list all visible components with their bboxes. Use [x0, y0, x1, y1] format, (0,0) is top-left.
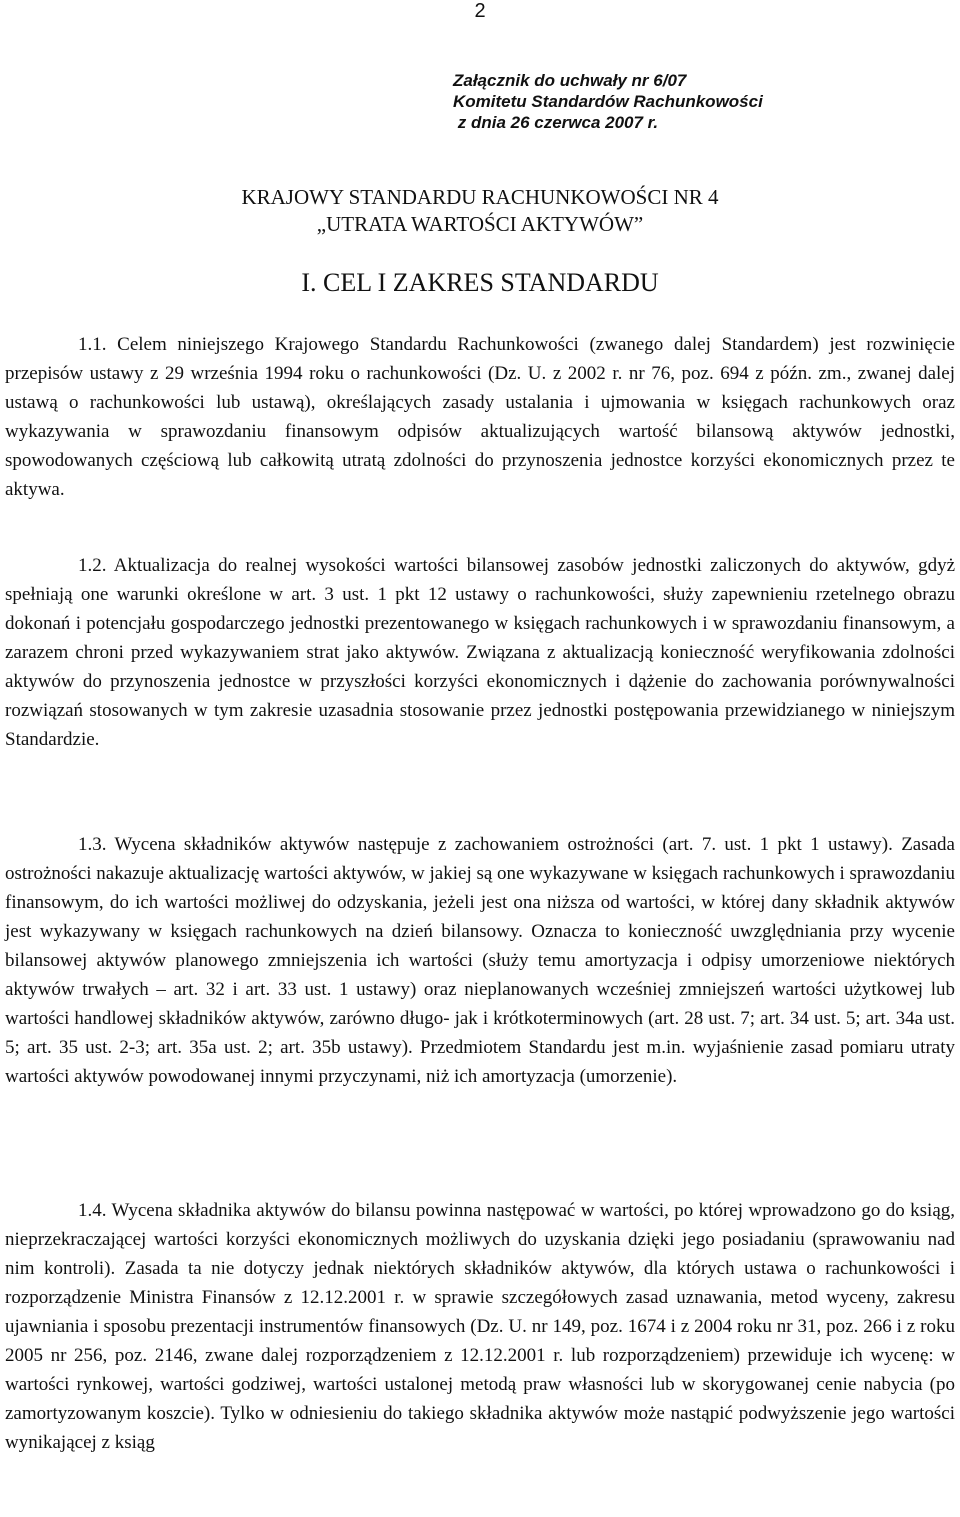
page-number: 2 [474, 0, 486, 22]
section-heading: I. CEL I ZAKRES STANDARDU [301, 268, 659, 297]
attachment-line-3: z dnia 26 czerwca 2007 r. [453, 113, 659, 132]
paragraph-1-2: 1.2. Aktualizacja do realnej wysokości wartości bilansowej zasobów jednostki zaliczonych do aktywów, gdyż spełniają one warunki określone w art. 3 ust. 1 pkt 12 ustawy o rachunkowości, służy zapewnieniu rzetelnego obrazu dokonań i potencjału gospodarczego jednostki prezentowanego w księgach rachunkowych i w sprawozdaniu finansowym, a zarazem chroni przed wykazywaniem strat jako aktywów. Związana z aktualizacją konieczność weryfikowania zdolności aktywów do przynoszenia jednostce w przyszłości korzyści ekonomicznych i dążenie do zachowania porównywalności rozwiązań stosowanych w tym zakresie uzasadnia stosowanie przez jednostki postępowania przewidzianego w niniejszym Standardzie. [5, 555, 955, 750]
paragraph-1-3: 1.3. Wycena składników aktywów następuje z zachowaniem ostrożności (art. 7. ust. 1 pkt 1 ustawy). Zasada ostrożności nakazuje aktualizację wartości aktywów, w jakiej są one wykazywane w księgach rachunkowych i sprawozdaniu finansowym, do ich wartości możliwej do odzyskania, jeżeli jest ona niższa od wartości, w której dany składnik aktywów jest wykazywany w księgach rachunkowych na dzień bilansowy. Oznacza to konieczność uwzględniania przy wycenie bilansowej aktywów planowego zmniejszenia ich wartości (służy temu amortyzacja i odpisy umorzeniowe niektórych aktywów trwałych – art. 32 i art. 33 ust. 1 ustawy) oraz nieplanowanych wcześniej zmniejszeń wartości użytkowej lub wartości handlowej składników aktywów, zarówno długo- jak i krótkoterminowych (art. 28 ust. 7; art. 34 ust. 5; art. 34a ust. 5; art. 35 ust. 2-3; art. 35a ust. 2; art. 35b ustawy). Przedmiotem Standardu jest m.in. wyjaśnienie zasad pomiaru utraty wartości aktywów powodowanej innymi przyczynami, niż ich amortyzacja (umorzenie). [5, 834, 955, 1087]
standard-title: KRAJOWY STANDARDU RACHUNKOWOŚCI NR 4 [241, 185, 719, 209]
attachment-line-1: Załącznik do uchwały nr 6/07 [453, 71, 687, 90]
attachment-header [453, 70, 763, 133]
paragraph-1-1: 1.1. Celem niniejszego Krajowego Standardu Rachunkowości (zwanego dalej Standardem) jest rozwinięcie przepisów ustawy z 29 września 1994 roku o rachunkowości (Dz. U. z 2002 r. nr 76, poz. 694 z późn. zm., zwanej dalej ustawą o rachunkowości lub ustawą), określających zasady ustalania i ujmowania w księgach rachunkowych oraz wykazywania w sprawozdaniu finansowym odpisów aktualizujących wartość bilansową aktywów jednostki, spowodowanych częściową lub całkowitą utratą zdolności do przynoszenia jednostce korzyści ekonomicznych przez te aktywa. [5, 334, 955, 500]
paragraph-1-4: 1.4. Wycena składnika aktywów do bilansu powinna następować w wartości, po której wprowadzono go do ksiąg, nieprzekraczającej wartości korzyści ekonomicznych możliwych do uzyskania dzięki jego posiadaniu (sprawowaniu nad nim kontroli). Zasada ta nie dotyczy jednak niektórych składników aktywów, dla których ustawa o rachunkowości i rozporządzenie Ministra Finansów z 12.12.2001 r. w sprawie szczegółowych zasad uznawania, metod wyceny, zakresu ujawniania i sposobu prezentacji instrumentów finansowych (Dz. U. nr 149, poz. 1674 i z 2004 roku nr 31, poz. 266 i z roku 2005 nr 256, poz. 2146, zwane dalej rozporządzeniem z 12.12.2001 r. lub rozporządzeniem) przewiduje ich wycenę: w wartości rynkowej, wartości godziwej, wartości ustalonej metodą praw własności lub w skorygowanej cenie nabycia (po zamortyzowanym koszcie). Tylko w odniesieniu do takiego składnika aktywów może nastąpić podwyższenie jego wartości wynikającej z ksiąg [5, 1200, 955, 1453]
attachment-line-2: Komitetu Standardów Rachunkowości [453, 92, 763, 111]
standard-subtitle: „UTRATA WARTOŚCI AKTYWÓW” [316, 212, 644, 236]
